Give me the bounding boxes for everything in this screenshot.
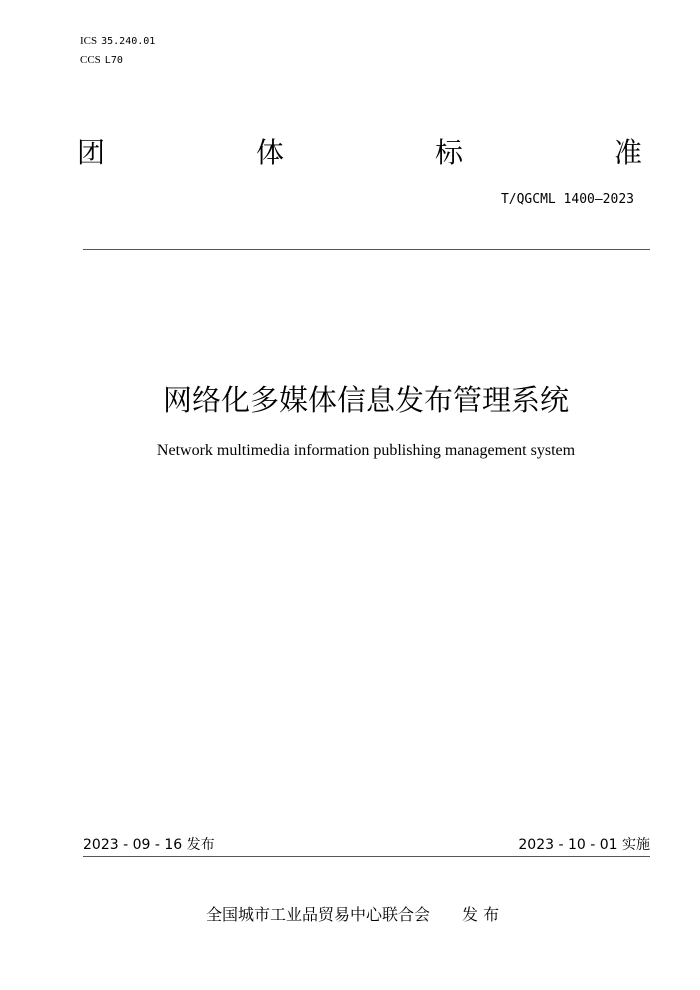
ics-label: ICS xyxy=(80,35,98,47)
publisher-line xyxy=(206,905,499,925)
document-title-en: Network multimedia information publishing management system xyxy=(156,442,576,459)
standard-number: T/QGCML 1400—2023 xyxy=(500,192,634,207)
standard-type-char-2: 体 xyxy=(256,136,285,169)
publisher-name: 全国城市工业品贸易中心联合会 xyxy=(206,905,431,924)
ccs-label: CCS xyxy=(80,54,101,66)
release-date: 2023 - 09 - 16 发布 xyxy=(83,837,215,853)
footer-divider xyxy=(83,856,650,857)
implementation-date: 2023 - 10 - 01 实施 xyxy=(518,837,650,853)
ics-code: 35.240.01 xyxy=(101,36,156,47)
standard-type-char-4: 准 xyxy=(614,136,643,169)
standard-type-char-1: 团 xyxy=(77,136,106,169)
document-title-zh: 网络化多媒体信息发布管理系统 xyxy=(162,383,569,417)
ics-line xyxy=(80,33,155,50)
header-divider xyxy=(83,249,650,250)
publish-action: 发 布 xyxy=(462,905,500,924)
ccs-line xyxy=(80,52,123,69)
standard-type-char-3: 标 xyxy=(435,136,464,169)
ccs-code: L70 xyxy=(104,55,123,66)
